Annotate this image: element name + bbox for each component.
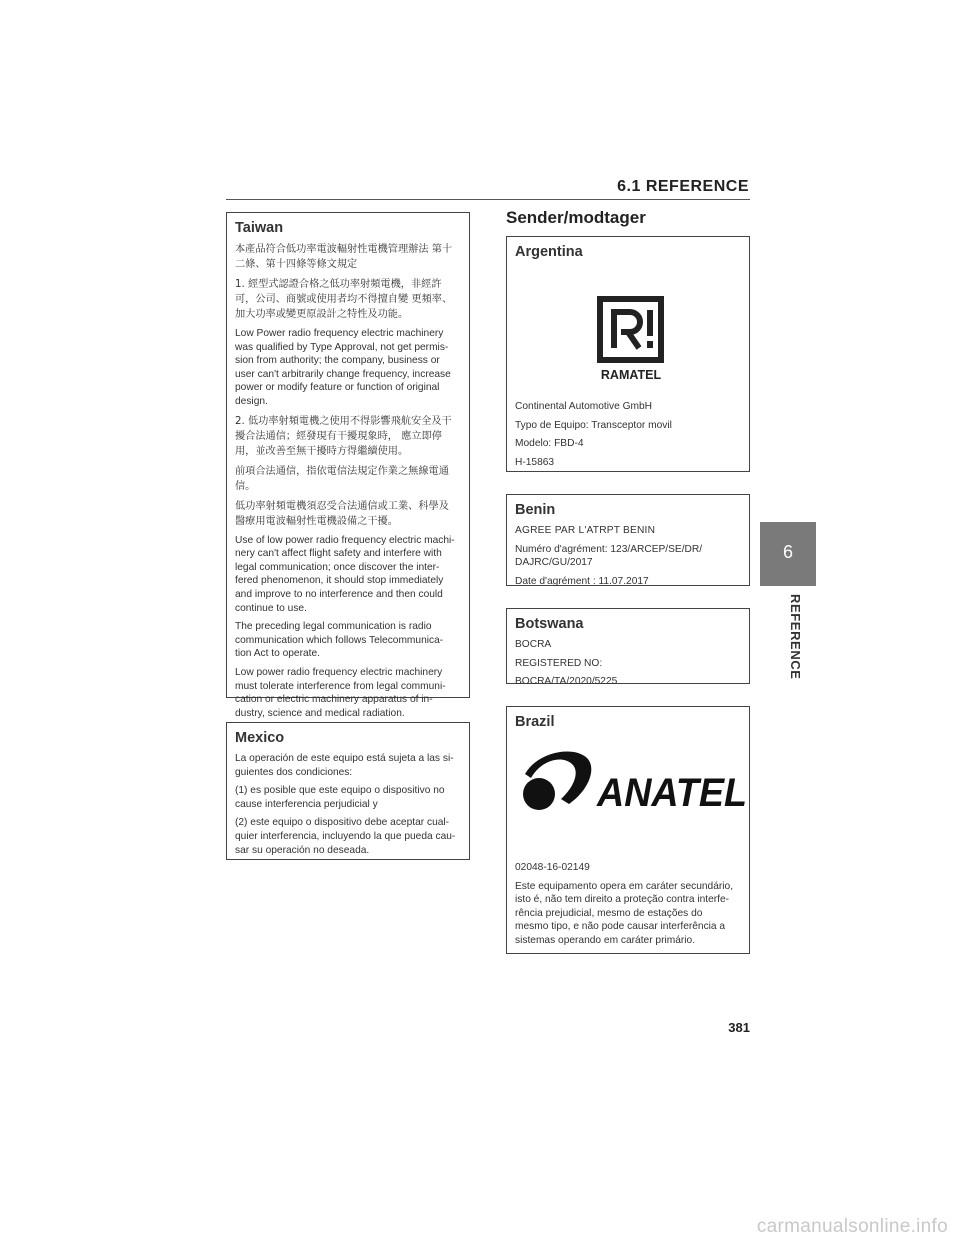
taiwan-paragraph: Low power radio frequency electric machinery must tolerate interference from legal communi- cation or electric machinery apparatus of in- dustry, science and medical radiation. <box>235 666 446 719</box>
watermark: carmanualsonline.info <box>756 1216 948 1237</box>
argentina-details <box>515 400 743 474</box>
running-header: 6.1 REFERENCE <box>617 178 749 195</box>
brazil-details <box>515 861 743 953</box>
benin-box <box>506 494 750 586</box>
taiwan-paragraphs <box>235 242 461 720</box>
taiwan-paragraph: Low Power radio frequency electric machinery was qualified by Type Approval, not get permis- sion from authority; the company, business or user can't arbitrarily change frequency, increase power or modify feature or function of original design. <box>235 328 451 407</box>
benin-line: Numéro d'agrément: 123/ARCEP/SE/DR/ DAJRC/GU/2017 <box>515 543 703 569</box>
taiwan-paragraph: 前項合法通信，指依電信法規定作業之無線電通 信。 <box>235 465 449 492</box>
brazil-line: Este equipamento opera em caráter secundário, isto é, não tem direito a proteção contra interfe- rência prejudicial, mesmo de estações do mesmo tipo, e não pode causar interferência a sistemas operando em caráter primário. <box>515 880 734 946</box>
taiwan-box <box>226 212 470 719</box>
botswana-title: Botswana <box>515 616 584 632</box>
botswana-line: BOCRA <box>515 639 552 650</box>
mexico-box <box>226 722 470 860</box>
taiwan-title: Taiwan <box>235 220 284 236</box>
mexico-title: Mexico <box>235 730 285 746</box>
chapter-tab[interactable] <box>760 522 816 586</box>
benin-title: Benin <box>515 502 556 518</box>
botswana-box <box>506 608 750 688</box>
botswana-line: BOCRA/TA/2020/5225 <box>515 676 618 688</box>
brazil-title: Brazil <box>515 714 555 730</box>
taiwan-paragraph: Use of low power radio frequency electric machi- nery can't affect flight safety and interfere with legal communication; once discover the inter- fered phenomenon, it should stop immediately and improve to no interference and then could continue to use. <box>235 534 455 614</box>
taiwan-paragraph: 1. 經型式認證合格之低功率射頻電機，非經許 可，公司、商號或使用者均不得擅自變 更頻率、 加大功率或變更原設計之特性及功能。 <box>235 279 453 320</box>
chapter-tab-label: REFERENCE <box>788 594 803 680</box>
section-heading: Sender/modtager <box>506 208 646 227</box>
brazil-line: 02048-16-02149 <box>515 862 590 873</box>
taiwan-paragraph: 低功率射頻電機須忍受合法通信或工業、科學及 醫療用電波輻射性電機設備之干擾。 <box>235 500 449 527</box>
header-rule <box>226 199 750 200</box>
mexico-paragraph: La operación de este equipo está sujeta a las si- guientes dos condiciones: <box>235 753 454 778</box>
argentina-line: Modelo: FBD-4 <box>515 438 584 450</box>
argentina-line: H-15863 <box>515 456 555 468</box>
chapter-tab-number: 6 <box>782 542 793 562</box>
page-number: 381 <box>728 1020 750 1035</box>
argentina-title: Argentina <box>515 244 583 260</box>
argentina-line: Continental Automotive GmbH <box>515 401 653 412</box>
taiwan-paragraph: 本產品符合低功率電波輻射性電機管理辦法 第十 二條、第十四條等條文規定 <box>235 244 453 270</box>
taiwan-paragraph: The preceding legal communication is radio communication which follows Telecommunica- tion Act to operate. <box>235 621 444 660</box>
benin-line: Date d'agrément : 11.07.2017 <box>515 575 649 587</box>
ramatel-logo-text: RAMATEL <box>600 368 662 382</box>
brazil-box <box>506 706 750 954</box>
botswana-line: REGISTERED NO: <box>515 657 603 669</box>
mexico-paragraph: (1) es posible que este equipo o dispositivo no cause interferencia perjudicial y <box>235 785 445 810</box>
argentina-box <box>506 236 750 472</box>
ramatel-logo <box>597 296 667 382</box>
anatel-logo <box>517 744 749 814</box>
mexico-paragraph: (2) este equipo o dispositivo debe aceptar cual- quier interferencia, incluyendo la que pueda cau- sar su operación no deseada. <box>235 817 456 856</box>
taiwan-paragraph: 2. 低功率射頻電機之使用不得影響飛航安全及干 擾合法通信；經發現有干擾現象時， 應立即停 用，並改善至無干擾時方得繼續使用。 <box>235 415 452 457</box>
benin-line: AGREE PAR L'ATRPT BENIN <box>515 525 656 536</box>
argentina-line: Typo de Equipo: Transceptor movil <box>515 419 672 431</box>
anatel-logo-text: ANATEL <box>596 771 747 814</box>
